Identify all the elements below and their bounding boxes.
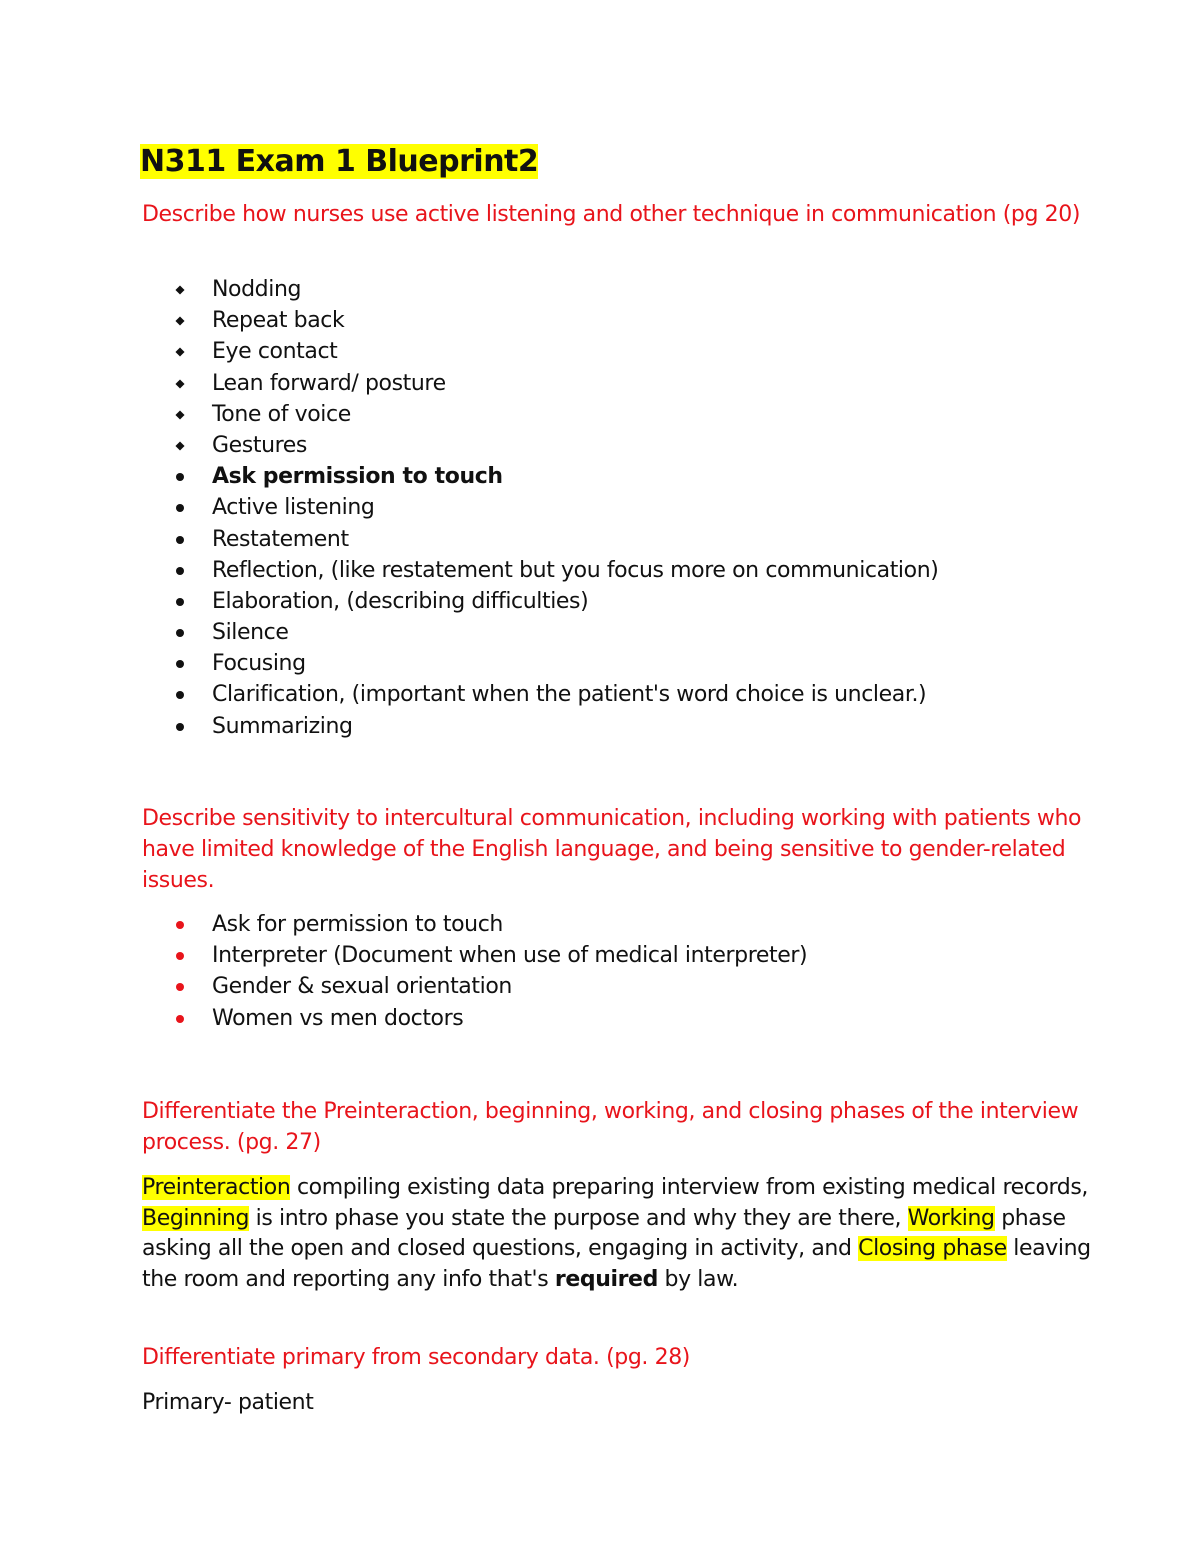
red-dot-bullet-icon <box>176 921 184 929</box>
paragraph-text: by law. <box>657 1266 739 1292</box>
list-item <box>142 909 1102 940</box>
list-item <box>142 971 1102 1002</box>
dot-bullet-icon <box>176 691 184 699</box>
list-item <box>142 399 1102 430</box>
list-item <box>142 648 1102 679</box>
list-item-text: Silence <box>212 620 289 646</box>
section3-heading: Differentiate the Preinteraction, beginning, working, and closing phases of the interview process. (pg. 27) <box>142 1099 1079 1155</box>
paragraph-text: leaving the room and reporting any info that's <box>142 1236 1091 1292</box>
section1-heading: Describe how nurses use active listening and other technique in communication (pg 20) <box>142 202 1080 227</box>
list-item-text: Women vs men doctors <box>212 1005 464 1031</box>
square-bullet-icon <box>175 379 184 388</box>
red-dot-bullet-icon <box>176 952 184 960</box>
list-item-text: Summarizing <box>212 713 353 739</box>
list-item-text: Lean forward/ posture <box>212 370 446 396</box>
dot-bullet-icon <box>176 598 184 606</box>
highlighted-term: Working <box>907 1205 995 1231</box>
section2-heading: Describe sensitivity to intercultural communication, including working with patients who have limited knowledge of the English language, and being sensitive to gender-related issues. <box>142 806 1082 893</box>
list-item-text: Gestures <box>212 432 307 458</box>
section3-paragraph <box>142 1173 1102 1295</box>
red-dot-bullet-icon <box>176 1015 184 1023</box>
highlighted-term: Closing phase <box>858 1236 1007 1261</box>
dot-bullet-icon <box>176 536 184 544</box>
square-bullet-icon <box>175 285 184 294</box>
list-item <box>142 617 1102 648</box>
list-item-text: Clarification, (important when the patient's word choice is unclear.) <box>212 682 927 708</box>
paragraph-text: compiling existing data preparing interview from existing medical records, <box>290 1175 1088 1200</box>
list-item <box>142 524 1102 555</box>
list-item-text: Active listening <box>212 495 375 521</box>
dot-bullet-icon <box>176 629 184 637</box>
square-bullet-icon <box>175 317 184 326</box>
bold-word: required <box>554 1266 658 1292</box>
list-item-text: Interpreter (Document when use of medical interpreter) <box>212 943 808 969</box>
section4-paragraph: Primary- patient <box>142 1390 314 1415</box>
list-item-text: Eye contact <box>212 339 338 365</box>
dot-bullet-icon <box>176 660 184 668</box>
list-item-text: Nodding <box>212 277 302 302</box>
paragraph-text: phase asking all the open and closed questions, engaging in activity, and <box>142 1205 1066 1261</box>
list-item-text-bold: Ask permission to touch <box>212 464 503 490</box>
title-highlight: N311 Exam 1 Blueprint2 <box>140 144 539 179</box>
dot-bullet-icon <box>176 723 184 731</box>
list-item <box>142 430 1102 461</box>
list-item <box>142 940 1102 971</box>
list-item-text: Gender & sexual orientation <box>212 974 512 1000</box>
list-item-text: Ask for permission to touch <box>212 912 503 937</box>
list-item-text: Reflection, (like restatement but you focus more on communication) <box>212 557 939 583</box>
paragraph-text: is intro phase you state the purpose and why they are there, <box>249 1205 908 1231</box>
list-item <box>142 679 1102 710</box>
section4-heading: Differentiate primary from secondary data. (pg. 28) <box>142 1345 690 1370</box>
list-item <box>142 336 1102 367</box>
section1-list <box>142 274 1102 742</box>
list-item-text: Restatement <box>212 526 349 552</box>
list-item <box>142 586 1102 617</box>
list-item-text: Repeat back <box>212 308 345 334</box>
dot-bullet-icon <box>176 504 184 512</box>
list-item-text: Focusing <box>212 651 306 677</box>
list-item-text: Elaboration, (describing difficulties) <box>212 588 589 614</box>
section2-list <box>142 909 1102 1034</box>
dot-bullet-icon <box>176 567 184 575</box>
list-item <box>142 461 1102 492</box>
red-dot-bullet-icon <box>176 983 184 991</box>
list-item <box>142 555 1102 586</box>
list-item <box>142 274 1102 305</box>
list-item <box>142 368 1102 399</box>
square-bullet-icon <box>175 410 184 419</box>
square-bullet-icon <box>175 348 184 357</box>
highlighted-term: Beginning <box>142 1205 250 1231</box>
list-item <box>142 305 1102 336</box>
dot-bullet-icon <box>176 473 184 481</box>
list-item <box>142 711 1102 742</box>
document-title <box>140 143 538 181</box>
square-bullet-icon <box>175 441 184 450</box>
list-item-text: Tone of voice <box>212 401 351 427</box>
list-item <box>142 492 1102 523</box>
highlighted-term: Preinteraction <box>142 1175 291 1200</box>
list-item <box>142 1003 1102 1034</box>
